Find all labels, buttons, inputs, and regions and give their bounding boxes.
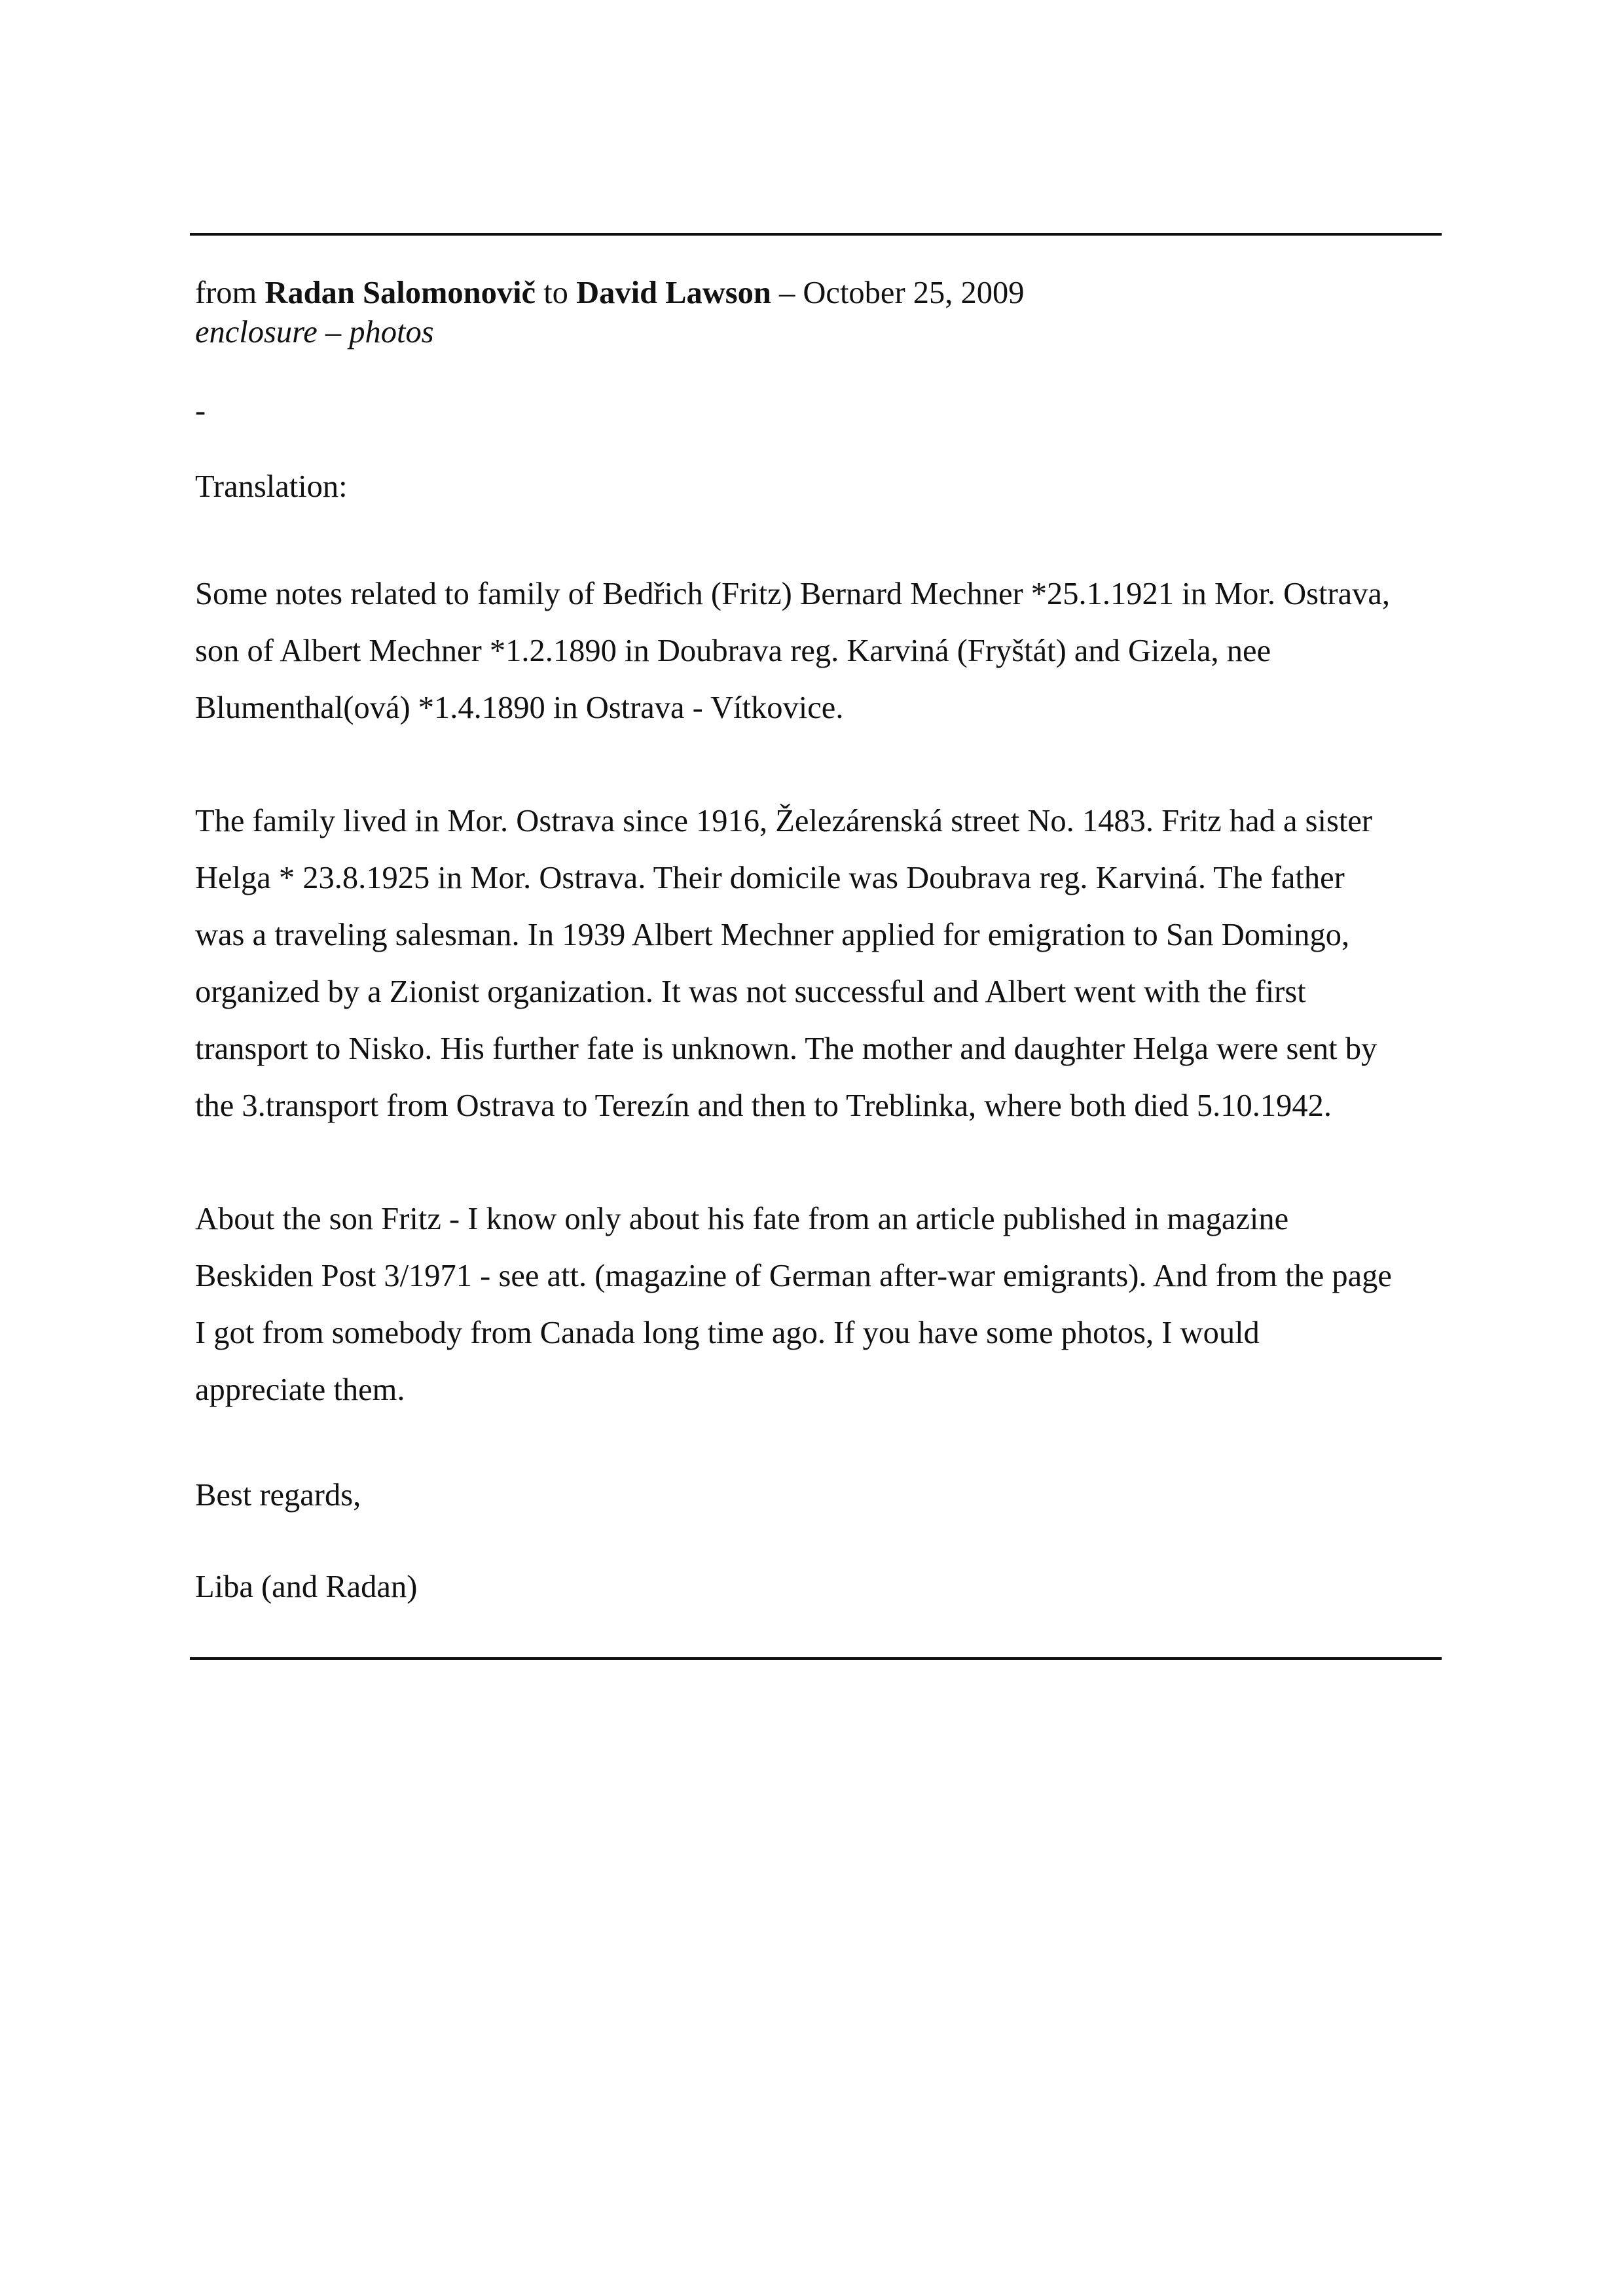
paragraph-line: transport to Nisko. His further fate is unknown. The mother and daughter Helga were sent by [195,1031,1377,1066]
paragraph-line: The family lived in Mor. Ostrava since 1916, Železárenská street No. 1483. Fritz had a sister [195,804,1373,838]
paragraph-line: son of Albert Mechner *1.2.1890 in Doubrava reg. Karviná (Fryštát) and Gizela, nee [195,634,1271,668]
paragraph-line: was a traveling salesman. In 1939 Albert Mechner applied for emigration to San Domingo, [195,918,1350,952]
letter-header [195,274,1439,313]
enclosure-note: enclosure – photos [195,315,434,350]
paragraph-line: Some notes related to family of Bedřich (Fritz) Bernard Mechner *25.1.1921 in Mor. Ostrava, [195,577,1391,611]
top-divider [190,233,1442,236]
paragraph-line: appreciate them. [195,1372,405,1407]
bottom-divider [190,1657,1442,1660]
signature-line: Liba (and Radan) [195,1570,418,1604]
paragraph-3 [195,1191,1439,1418]
to-word: to [543,276,568,310]
paragraph-line: Beskiden Post 3/1971 - see att. (magazine of German after-war emigrants). And from the page [195,1259,1392,1293]
sender-name: Radan Salomonovič [264,276,536,310]
from-word: from [195,276,257,310]
closing-line: Best regards, [195,1478,361,1513]
recipient-name: David Lawson [576,276,771,310]
paragraph-line: organized by a Zionist organization. It was not successful and Albert went with the first [195,975,1306,1009]
paragraph-line: I got from somebody from Canada long time ago. If you have some photos, I would [195,1316,1260,1350]
paragraph-line: the 3.transport from Ostrava to Terezín and then to Treblinka, where both died 5.10.1942. [195,1088,1332,1123]
paragraph-2 [195,793,1439,1134]
letter-body [195,274,1439,1607]
translation-label: Translation: [195,469,348,504]
dash-separator: - [195,393,206,428]
paragraph-line: About the son Fritz - I know only about his fate from an article published in magazine [195,1202,1289,1236]
paragraph-line: Helga * 23.8.1925 in Mor. Ostrava. Their domicile was Doubrava reg. Karviná. The father [195,861,1345,895]
paragraph-line: Blumenthal(ová) *1.4.1890 in Ostrava - Vítkovice. [195,691,844,725]
paragraph-1 [195,565,1439,736]
letter-date: – October 25, 2009 [779,276,1025,310]
